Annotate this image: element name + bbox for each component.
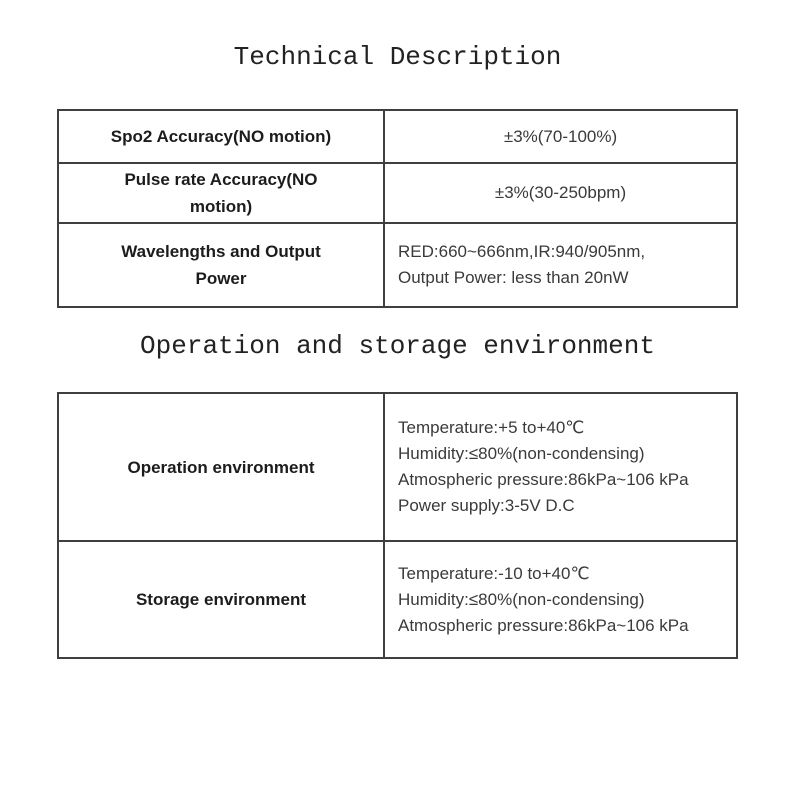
spec-value-line: Atmospheric pressure:86kPa~106 kPa [398,470,689,489]
table-row-spo2-accuracy [59,111,736,162]
spec-value-cell [385,542,736,657]
table-row-storage-environment [59,540,736,657]
section-title-operation-storage-environment: Operation and storage environment [140,331,655,361]
spec-label-line: Power [195,269,247,288]
spec-label-line: Operation environment [127,457,315,477]
spec-label-cell [59,164,385,222]
spec-label-line: Spo2 Accuracy(NO motion) [110,127,332,146]
spec-label-cell [59,111,385,162]
spec-value-line: Temperature:-10 to+40℃ [398,563,590,583]
table-row-pulse-rate-accuracy [59,162,736,222]
spec-value-cell [385,224,736,306]
spec-value-line: Temperature:+5 to+40℃ [398,418,585,437]
spec-value-cell [385,111,736,162]
spec-value-line: Humidity:≤80%(non-condensing) [398,444,645,463]
table-row-operation-environment [59,394,736,540]
section-title-technical-description: Technical Description [233,42,562,72]
spec-label-cell [59,542,385,657]
spec-value-line: Atmospheric pressure:86kPa~106 kPa [398,615,689,635]
spec-label-cell [59,394,385,540]
spec-value-line: Power supply:3-5V D.C [398,496,575,515]
spec-value-line: ±3%(30-250bpm) [494,183,627,202]
spec-value-cell [385,394,736,540]
spec-value-line: RED:660~666nm,IR:940/905nm, [398,242,646,261]
spec-label-line: Wavelengths and Output [121,242,321,261]
technical-description-table [57,109,738,308]
environment-table [57,392,738,659]
spec-value-line: Output Power: less than 20nW [398,268,629,287]
spec-value-line: ±3%(70-100%) [503,126,618,146]
spec-label-line: motion) [189,197,253,216]
spec-value-cell [385,164,736,222]
spec-value-line: Humidity:≤80%(non-condensing) [398,589,645,609]
spec-label-line: Storage environment [135,590,307,609]
table-row-wavelengths-output-power [59,222,736,306]
spec-label-cell [59,224,385,306]
spec-label-line: Pulse rate Accuracy(NO [124,170,318,189]
